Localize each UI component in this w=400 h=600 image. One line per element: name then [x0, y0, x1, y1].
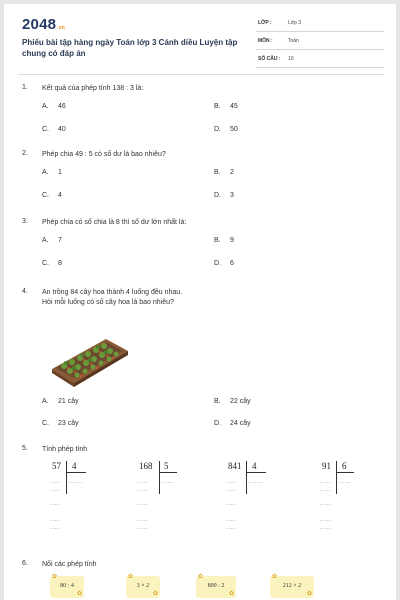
option-letter: C.	[42, 260, 49, 267]
answer-dots[interactable]: .....	[226, 487, 237, 493]
meta-value: 10	[288, 56, 294, 62]
division-underline	[246, 472, 266, 473]
answer-dots[interactable]: .....	[137, 525, 148, 531]
flower-icon: ✿	[152, 591, 158, 597]
option-letter: D.	[214, 420, 221, 427]
option-letter: C.	[42, 192, 49, 199]
worksheet-meta	[256, 16, 384, 70]
divisor: 4	[72, 461, 77, 471]
answer-dots[interactable]: .......	[248, 479, 264, 485]
worksheet-page	[4, 4, 396, 600]
answer-dots[interactable]: .....	[320, 517, 331, 523]
option-letter: D.	[214, 126, 221, 133]
answer-dots[interactable]: .....	[137, 501, 148, 507]
meta-value: Toán	[288, 38, 299, 44]
flower-icon: ✿	[198, 574, 204, 580]
match-expression: 80 : 4	[60, 583, 74, 589]
option-value: 40	[58, 126, 66, 133]
site-logo[interactable]	[22, 16, 65, 33]
answer-dots[interactable]: .....	[50, 501, 61, 507]
division-bar	[66, 461, 67, 494]
answer-dots[interactable]: .....	[137, 487, 148, 493]
question-text-line: An trồng 84 cây hoa thành 4 luống đều nhau.	[42, 289, 183, 296]
question-number: 1.	[22, 84, 28, 91]
answer-dots[interactable]: .....	[226, 479, 237, 485]
option-value: 22 cây	[230, 398, 251, 405]
dividend: 57	[52, 461, 61, 471]
question-6	[22, 560, 382, 574]
option-letter: B.	[214, 169, 221, 176]
dividend: 841	[228, 461, 242, 471]
option-value: 4	[58, 192, 62, 199]
question-text: Nối các phép tính	[42, 561, 97, 568]
option-value: 3	[230, 192, 234, 199]
question-text: Phép chia có số chia là 8 thì số dư lớn nhất là:	[42, 219, 187, 226]
question-text: Tính phép tính	[42, 446, 88, 453]
option-letter: D.	[214, 192, 221, 199]
answer-dots[interactable]: ......	[338, 479, 352, 485]
option-letter: D.	[214, 260, 221, 267]
answer-dots[interactable]: .....	[226, 517, 237, 523]
logo-text: 2048	[22, 16, 57, 33]
header-divider	[18, 74, 384, 75]
question-number: 2.	[22, 150, 28, 157]
answer-dots[interactable]: .....	[320, 525, 331, 531]
question-5	[22, 445, 382, 459]
answer-dots[interactable]: .....	[226, 501, 237, 507]
option-value: 1	[58, 169, 62, 176]
option-letter: B.	[214, 103, 221, 110]
option-value: 46	[58, 103, 66, 110]
question-number: 6.	[22, 560, 28, 567]
question-text: Phép chia 49 : 5 có số dư là bao nhiêu?	[42, 151, 166, 158]
match-expression: 800 : 2	[207, 583, 225, 589]
divisor: 5	[164, 461, 169, 471]
answer-dots[interactable]: ......	[161, 479, 175, 485]
worksheet-title: Phiếu bài tập hàng ngày Toán lớp 3 Cánh diều Luyện tập chung có đáp án	[22, 38, 238, 58]
question-number: 3.	[22, 218, 28, 225]
meta-label: SỐ CÂU :	[258, 56, 281, 62]
meta-label: LỚP :	[258, 20, 272, 26]
option-value: 8	[58, 260, 62, 267]
division-bar	[246, 461, 247, 494]
division-underline	[336, 472, 354, 473]
answer-dots[interactable]: .....	[137, 479, 148, 485]
option-letter: B.	[214, 398, 221, 405]
question-2	[22, 150, 382, 200]
answer-dots[interactable]: .......	[68, 479, 84, 485]
flower-bed-illustration	[50, 321, 130, 387]
division-bar	[336, 461, 337, 494]
dividend: 168	[139, 461, 153, 471]
answer-dots[interactable]: .....	[226, 525, 237, 531]
divisor: 6	[342, 461, 347, 471]
answer-dots[interactable]: .....	[320, 501, 331, 507]
option-value: 9	[230, 237, 234, 244]
match-expression: 212 × 2	[282, 583, 302, 589]
option-letter: A.	[42, 237, 49, 244]
flower-icon: ✿	[272, 574, 278, 580]
answer-dots[interactable]: .....	[50, 525, 61, 531]
match-card-2[interactable]	[126, 576, 160, 598]
long-division-4[interactable]	[320, 461, 380, 541]
meta-label: MÔN :	[258, 38, 273, 44]
option-value: 2	[230, 169, 234, 176]
option-value: 24 cây	[230, 420, 251, 427]
question-1	[22, 84, 382, 134]
flower-icon: ✿	[128, 574, 134, 580]
option-letter: C.	[42, 126, 49, 133]
option-value: 45	[230, 103, 238, 110]
division-underline	[66, 472, 86, 473]
option-letter: A.	[42, 103, 49, 110]
logo-suffix: .vn	[57, 25, 65, 31]
meta-value: Lớp 3	[288, 20, 302, 26]
match-expression: 3 × 2	[136, 583, 150, 589]
option-value: 7	[58, 237, 62, 244]
flower-icon: ✿	[306, 591, 312, 597]
match-card-1[interactable]	[50, 576, 84, 598]
divisor: 4	[252, 461, 257, 471]
answer-dots[interactable]: .....	[320, 479, 331, 485]
question-text	[42, 288, 372, 308]
long-division-2[interactable]	[137, 461, 197, 541]
long-division-1[interactable]	[50, 461, 110, 541]
flower-icon: ✿	[52, 574, 58, 580]
worksheet-header	[4, 4, 396, 72]
option-value: 50	[230, 126, 238, 133]
question-number: 4.	[22, 288, 28, 295]
option-value: 21 cây	[58, 398, 79, 405]
option-letter: B.	[214, 237, 221, 244]
answer-dots[interactable]: .....	[137, 517, 148, 523]
division-underline	[159, 472, 177, 473]
answer-dots[interactable]: .....	[50, 517, 61, 523]
option-value: 6	[230, 260, 234, 267]
option-value: 23 cây	[58, 420, 79, 427]
long-division-3[interactable]	[226, 461, 286, 541]
answer-dots[interactable]: .....	[50, 487, 61, 493]
option-letter: A.	[42, 169, 49, 176]
question-text-line: Hỏi mỗi luống có số cây hoa là bao nhiêu?	[42, 299, 174, 306]
meta-row-subject	[256, 34, 384, 50]
answer-dots[interactable]: .....	[320, 487, 331, 493]
question-text: Kết quả của phép tính 138 : 3 là:	[42, 85, 144, 92]
flower-icon: ✿	[76, 591, 82, 597]
flower-icon: ✿	[228, 591, 234, 597]
option-letter: A.	[42, 398, 49, 405]
match-card-4[interactable]	[270, 576, 314, 598]
answer-dots[interactable]: .....	[50, 479, 61, 485]
division-bar	[159, 461, 160, 494]
dividend: 91	[322, 461, 331, 471]
meta-row-count	[256, 52, 384, 68]
option-letter: C.	[42, 420, 49, 427]
question-3	[22, 218, 382, 268]
meta-row-class	[256, 16, 384, 32]
question-number: 5.	[22, 445, 28, 452]
match-card-3[interactable]	[196, 576, 236, 598]
